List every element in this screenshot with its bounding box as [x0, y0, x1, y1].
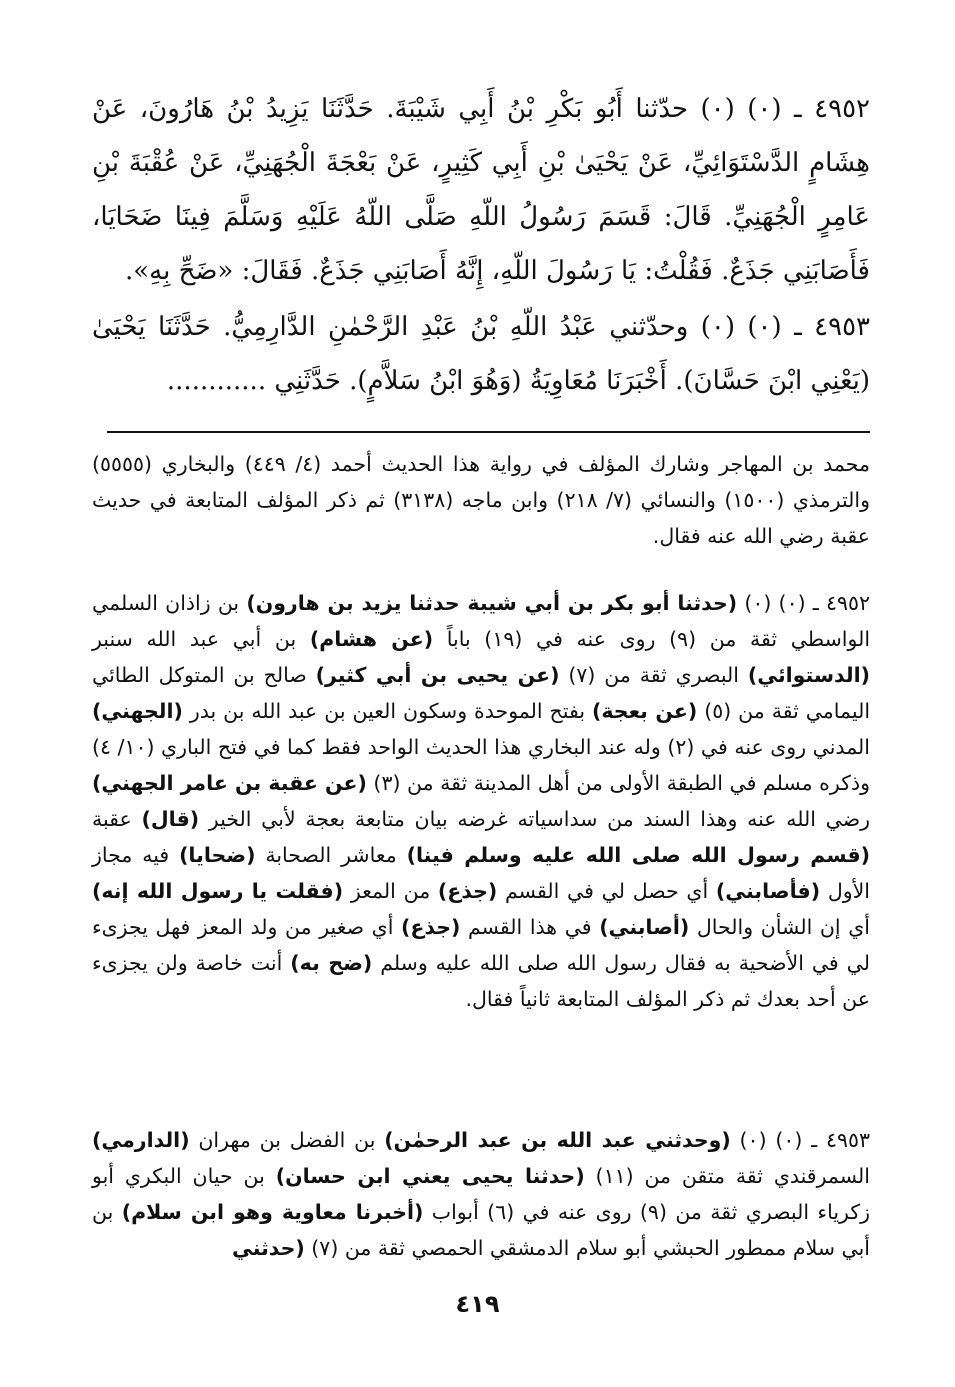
commentary-quote: (أصابني) — [599, 915, 690, 939]
commentary-text: بن زاذان السلمي الواسطي ثقة من (٩) روى عنه في (١٩) باباً — [92, 591, 871, 651]
commentary-quote: (فقلت يا رسول الله إنه) — [92, 879, 344, 903]
commentary-quote: (الجهني) — [92, 699, 183, 723]
commentary-text: أنت خاصة ولن يجزىء عن أحد بعدك ثم ذكر المؤلف المتابعة ثانياً فقال. — [92, 951, 870, 1011]
commentary-quote: (عن هشام) — [309, 627, 434, 651]
commentary-text: صالح بن المتوكل الطائي اليمامي ثقة من (٥) — [92, 663, 871, 723]
commentary-text: من المعز — [343, 879, 438, 903]
commentary-quote: (ضح به) — [290, 951, 373, 975]
commentary-text: معاشر الصحابة — [255, 843, 407, 867]
commentary-text: المدني روى عنه في (٢) وله عند البخاري هذا الحديث الواحد فقط كما في فتح الباري (١٠/ ٤) وذكره مسلم في الطبقة الأولى من أهل المدينة ثقة من (٣) — [92, 735, 871, 795]
commentary-quote: (جذع) — [437, 879, 498, 903]
commentary-quote: (ضحايا) — [179, 843, 256, 867]
commentary-quote: (حدثنا يحيى يعني ابن حسان) — [275, 1164, 585, 1188]
commentary-text: بن الفضل بن مهران — [189, 1128, 385, 1152]
commentary-text: في هذا القسم — [460, 915, 600, 939]
commentary-text: بن أبي عبد الله سنبر — [92, 627, 310, 651]
commentary-quote: (فأصابني) — [715, 879, 821, 903]
commentary-quote: (وحدثني عبد الله بن عبد الرحمٰن) — [384, 1128, 731, 1152]
commentary-text: رضي الله عنه وهذا السند من سداسياته غرضه بيان متابعة بعجة لأبي الخير — [199, 807, 870, 831]
commentary-quote: (الدارمي) — [92, 1128, 190, 1152]
commentary-quote: (عن يحيى بن أبي كثير) — [315, 663, 560, 687]
commentary-quote: (أخبرنا معاوية وهو ابن سلام) — [121, 1200, 424, 1224]
commentary-paragraph-continued — [92, 446, 870, 554]
hadith-4952-text: ٤٩٥٢ ـ (٠) (٠) حدّثنا أَبُو بَكْرِ بْنُ أَبِي شَيْبَةَ. حَدَّثَنَا يَزِيدُ بْنُ هَارُونَ، عَنْ هِشَامٍ الدَّسْتَوَائِيِّ، عَنْ يَحْيَىٰ بْنِ أَبِي كَثِيرٍ، عَنْ بَعْجَةَ الْجُهَنِيِّ، عَنْ عُقْبَةَ بْنِ عَامِرٍ الْجُهَنِيِّ. قَالَ: قَسَمَ رَسُولُ اللّهِ صَلَّى اللّهُ عَلَيْهِ وَسَلَّمَ فِينَا ضَحَايَا، فَأَصَابَنِي جَذَعٌ. فَقُلْتُ: يَا رَسُولَ اللّهِ، إِنَّهُ أَصَابَنِي جَذَعٌ. فَقَالَ: «ضَحِّ بِهِ». — [92, 94, 870, 286]
commentary-text: أي حصل لي في القسم — [497, 879, 716, 903]
commentary-text: البصري ثقة من (٧) — [559, 663, 748, 687]
page-number: ٤١٩ — [455, 1290, 500, 1318]
commentary-text: السمرقندي ثقة متقن من (١١) — [584, 1164, 871, 1188]
commentary-quote: (حدثنا أبو بكر بن أبي شيبة حدثنا يزيد بن هارون) — [246, 591, 738, 615]
footnote-divider — [107, 431, 870, 433]
commentary-text: عقبة — [92, 807, 142, 831]
commentary-text: أي صغير من ولد المعز فهل يجزىء لي في الأضحية به فقال رسول الله صلى الله عليه وسلم — [92, 915, 870, 975]
commentary-text: بن أبي سلام ممطور الحبشي أبو سلام الدمشقي الحمصي ثقة من (٧) — [92, 1200, 870, 1260]
commentary-quote: (قال) — [141, 807, 200, 831]
commentary-quote: (عن بعجة) — [592, 699, 698, 723]
commentary-quote: (جذع) — [401, 915, 461, 939]
commentary-quote: (عن عقبة بن عامر الجهني) — [92, 771, 367, 795]
commentary-text: ٤٩٥٣ ـ (٠) (٠) — [730, 1128, 871, 1152]
commentary-quote: (الدستوائي) — [747, 663, 870, 687]
commentary-paragraph-4953 — [92, 1122, 870, 1266]
hadith-4953-text: ٤٩٥٣ ـ (٠) (٠) وحدّثني عَبْدُ اللّهِ بْنُ عَبْدِ الرَّحْمٰنِ الدَّارِمِيُّ. حَدَّثَنَا يَحْيَىٰ (يَعْنِي ابْنَ حَسَّانَ). أَخْبَرَنَا مُعَاوِيَةُ (وَهُوَ ابْنُ سَلاَّمٍ). حَدَّثَنِي ............ — [92, 312, 870, 396]
commentary-quote: (قسم رسول الله صلى الله عليه وسلم فينا) — [406, 843, 870, 867]
commentary-quote: (حدثني — [231, 1236, 305, 1260]
commentary-text: بفتح الموحدة وسكون العين بن عبد الله بن بدر — [182, 699, 592, 723]
commentary-text: محمد بن المهاجر وشارك المؤلف في رواية هذا الحديث أحمد (٤/ ٤٤٩) والبخاري (٥٥٥٥) والترمذي (١٥٠٠) والنسائي (٧/ ٢١٨) وابن ماجه (٣١٣٨) ثم ذكر المؤلف المتابعة في حديث عقبة رضي الله عنه فقال. — [92, 452, 870, 548]
commentary-text: ٤٩٥٢ ـ (٠) (٠) — [737, 591, 871, 615]
commentary-text: فيه مجاز الأول — [92, 843, 870, 903]
commentary-text: بن حيان البكري أبو زكرياء البصري ثقة من (٩) روى عنه في (٦) أبواب — [92, 1164, 870, 1224]
commentary-text: أي إن الشأن والحال — [689, 915, 870, 939]
commentary-paragraph-4952 — [92, 585, 870, 1017]
